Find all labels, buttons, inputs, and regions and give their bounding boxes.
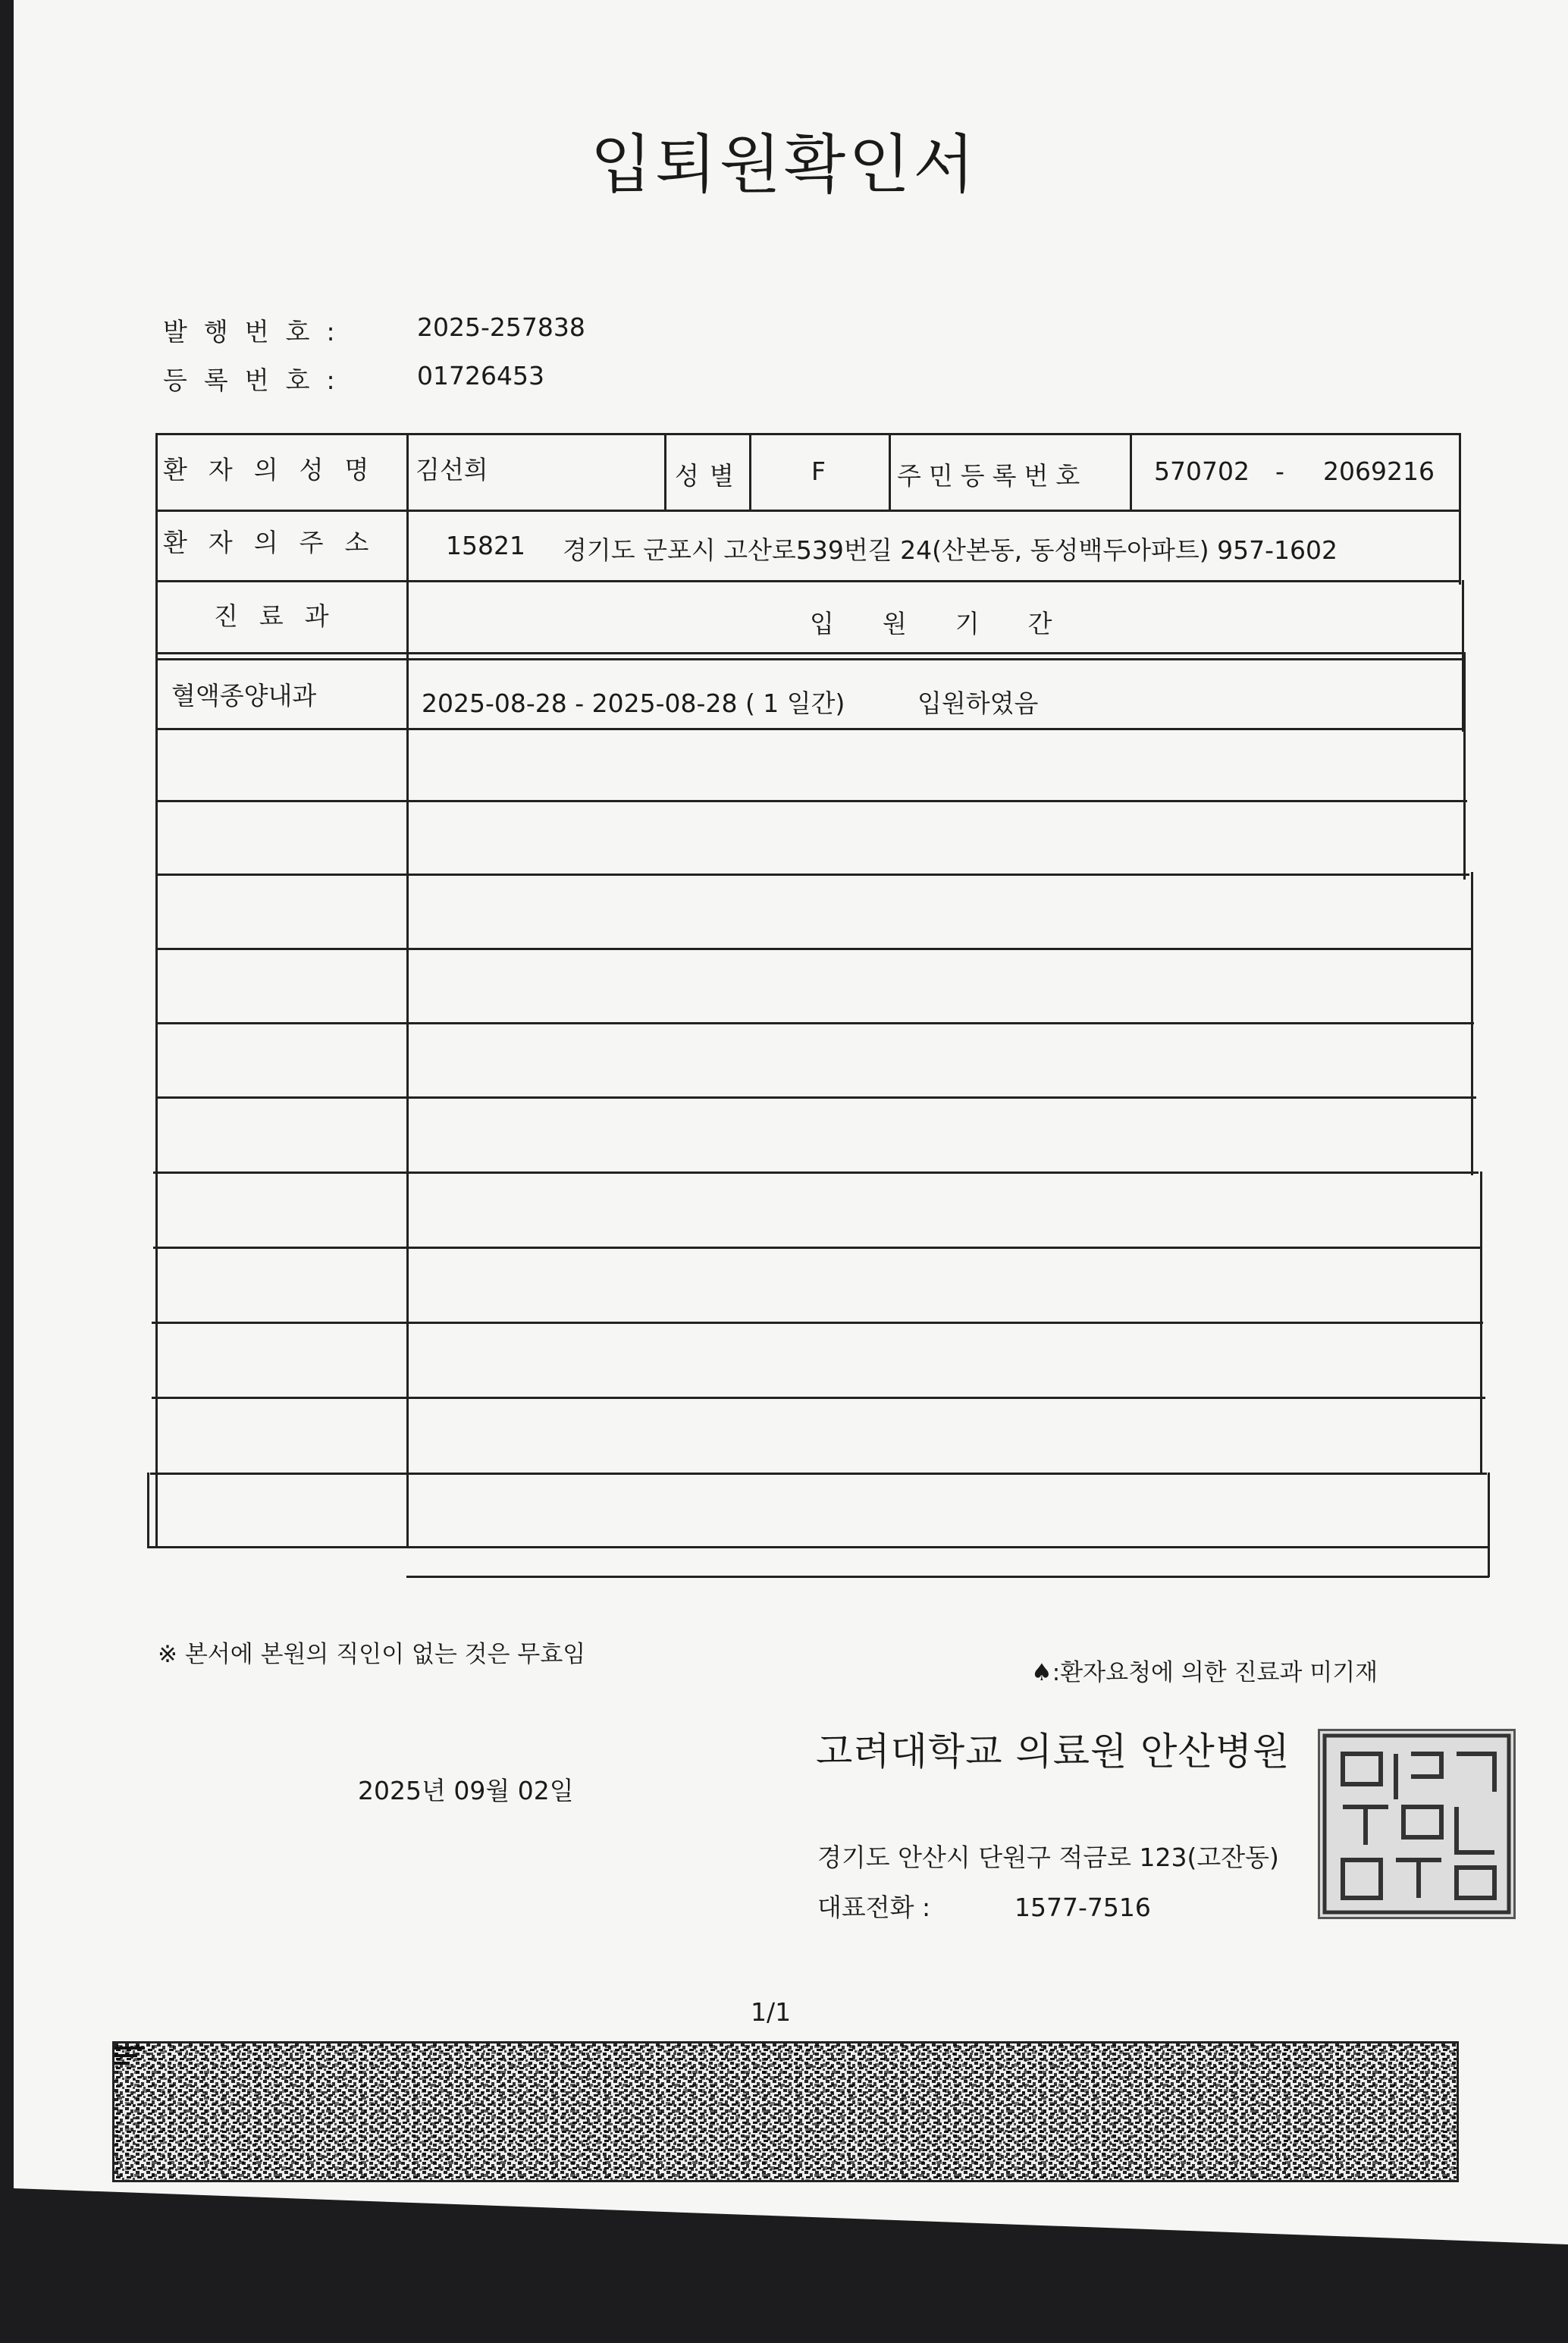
table-border-top	[155, 433, 1460, 435]
table-divider	[155, 658, 1463, 660]
table-border-left	[155, 433, 158, 1548]
table-row-line	[155, 728, 1466, 730]
table-column-divider	[664, 433, 666, 511]
rrn-label: 주민등록번호	[897, 461, 1088, 491]
table-row-line	[153, 1172, 1479, 1174]
seal-stamp-icon	[1320, 1731, 1513, 1917]
table-border-right	[1488, 1473, 1490, 1577]
table-row-line	[150, 1473, 1487, 1475]
registration-number-value: 01726453	[417, 361, 544, 390]
hospital-name: 고려대학교 의료원 안산병원	[816, 1730, 1290, 1774]
table-divider	[155, 510, 1460, 512]
document-title: 입퇴원확인서	[590, 127, 978, 202]
table-column-divider	[889, 433, 891, 511]
validity-notice: ※ 본서에 본원의 직인이 없는 것은 무효임	[158, 1641, 586, 1668]
table-border-right	[1463, 652, 1466, 880]
issue-number-label: 발행번호:	[163, 317, 352, 347]
table-column-divider	[1130, 433, 1132, 511]
department-header: 진료과	[214, 601, 350, 631]
postal-code: 15821	[446, 531, 525, 560]
table-row-line	[155, 800, 1467, 802]
table-divider	[155, 580, 1461, 582]
sex-label: 성별	[675, 461, 745, 491]
phone-number: 1577-7516	[1014, 1893, 1151, 1922]
sex-value: F	[811, 456, 826, 486]
row-status: 입원하였음	[917, 688, 1039, 718]
table-border-bottom	[147, 1546, 1489, 1548]
admission-period-header: 입원기간	[810, 609, 1101, 638]
table-row-line	[152, 1397, 1485, 1399]
issue-number-value: 2025-257838	[417, 312, 585, 342]
issue-date: 2025년 09월 02일	[358, 1776, 574, 1805]
rrn-dash: -	[1275, 456, 1284, 486]
table-row-line	[153, 1247, 1481, 1249]
security-barcode	[112, 2041, 1459, 2182]
table-border-bottom	[406, 1576, 1489, 1578]
table-column-divider	[749, 433, 751, 511]
table-border-right	[1459, 433, 1461, 585]
phone-label: 대표전화 :	[817, 1893, 931, 1922]
patient-name-value: 김선희	[416, 455, 488, 485]
registration-number-label: 등록번호:	[163, 365, 352, 395]
page-number: 1/1	[751, 1997, 792, 2027]
table-row-line	[155, 874, 1469, 876]
row-department: 혈액종양내과	[171, 681, 317, 710]
table-border-right	[1471, 872, 1473, 1175]
table-divider	[155, 652, 1463, 654]
rrn-front: 570702	[1154, 456, 1250, 486]
table-column-divider	[406, 433, 409, 1548]
patient-address-value: 경기도 군포시 고산로539번길 24(산본동, 동성백두아파트) 957-1602	[563, 535, 1338, 565]
table-row-line	[155, 948, 1472, 950]
2d-barcode-icon	[114, 2043, 1457, 2180]
table-row-line	[155, 1022, 1474, 1024]
patient-name-label: 환자의성명	[163, 455, 390, 485]
table-row-line	[155, 1096, 1476, 1099]
row-period: 2025-08-28 - 2025-08-28 ( 1 일간)	[422, 688, 845, 718]
table-border-right	[1480, 1172, 1482, 1475]
patient-address-label: 환자의주소	[163, 528, 390, 557]
table-border-left	[147, 1473, 149, 1548]
hospital-address: 경기도 안산시 단원구 적금로 123(고잔동)	[817, 1843, 1279, 1872]
department-note: ♠:환자요청에 의한 진료과 미기재	[1031, 1659, 1378, 1686]
rrn-back: 2069216	[1323, 456, 1435, 486]
official-seal	[1318, 1729, 1516, 1919]
table-row-line	[152, 1322, 1483, 1324]
